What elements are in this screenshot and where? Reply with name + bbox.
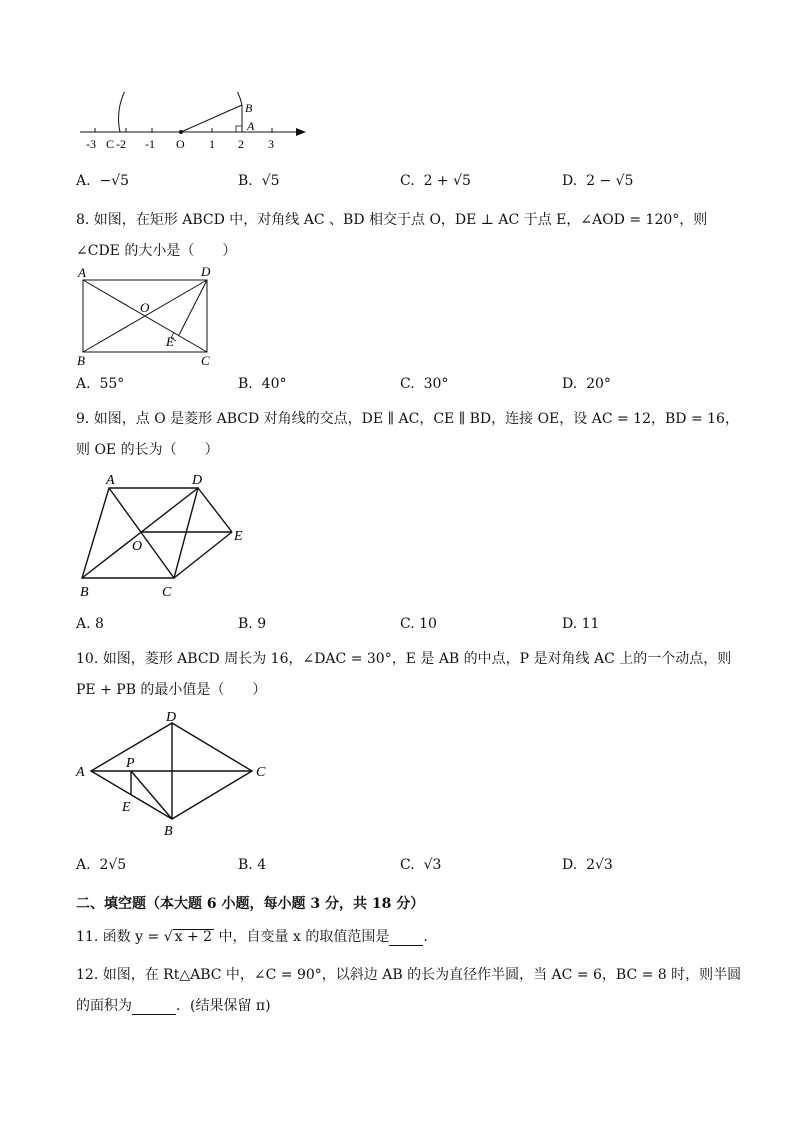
q10-stem-line1: 10. 如图，菱形 ABCD 周长为 16，∠DAC = 30°，E 是 AB 的中点，P 是对角线 AC 上的一个动点，则	[76, 651, 732, 667]
q10-rhombus-figure	[74, 705, 284, 845]
q7-option-c[interactable]: C. 2 + √5	[400, 173, 471, 189]
vertex-label-B: B	[77, 353, 85, 368]
q8-option-a[interactable]: A. 55°	[76, 376, 125, 392]
q8-option-d[interactable]: D. 20°	[562, 376, 611, 392]
q9-stem-line2: 则 OE 的长为（ ）	[76, 442, 219, 458]
vertex-label-C: C	[162, 585, 172, 600]
point-label-B: B	[245, 101, 253, 115]
q10-option-d[interactable]: D. 2√3	[562, 857, 613, 873]
q8-stem-line2: ∠CDE 的大小是（ ）	[76, 243, 237, 259]
vertex-label-D: D	[192, 473, 203, 488]
tick-label-2: 2	[238, 137, 244, 151]
semicircle-arc	[119, 92, 242, 132]
segment-DE	[198, 488, 232, 532]
point-label-E: E	[166, 334, 174, 349]
q9-option-c[interactable]: C. 10	[400, 616, 437, 632]
vertex-label-C: C	[201, 353, 210, 368]
q11-radicand: x + 2	[174, 929, 213, 945]
point-label-O: O	[132, 539, 143, 554]
right-angle-mark	[236, 126, 242, 132]
q9-option-a[interactable]: A. 8	[76, 616, 104, 632]
segment-PB	[131, 771, 172, 819]
q12-line2-suffix: ．(结果保留 π)	[176, 998, 271, 1014]
vertex-label-C: C	[256, 765, 266, 780]
vertex-label-A: A	[76, 765, 85, 780]
q11-end: .	[423, 929, 428, 945]
vertex-label-A: A	[78, 265, 86, 280]
segment-E-to-B	[131, 795, 172, 819]
tick-label-neg1: -1	[145, 137, 155, 151]
segment-CE	[174, 532, 232, 578]
point-label-A: A	[247, 119, 255, 133]
q11-suffix: 中，自变量 x 的取值范围是	[214, 929, 390, 945]
q12-stem-line1: 12. 如图，在 Rt△ABC 中，∠C = 90°，以斜边 AB 的长为直径作半圆，当 AC = 6，BC = 8 时，则半圆	[76, 967, 742, 983]
q11-answer-blank[interactable]	[389, 929, 423, 946]
vertex-label-B: B	[164, 824, 173, 839]
point-label-E: E	[234, 529, 243, 544]
q12-line2-prefix: 的面积为	[76, 998, 132, 1014]
vertex-label-D: D	[166, 710, 177, 725]
diagonal-BD	[82, 488, 198, 578]
q10-option-a[interactable]: A. 2√5	[76, 857, 127, 873]
vertex-label-A: A	[106, 473, 115, 488]
q12-answer-blank[interactable]	[132, 998, 176, 1015]
q10-option-b[interactable]: B. 4	[238, 857, 267, 873]
point-label-O: O	[176, 137, 185, 151]
q7-option-b[interactable]: B. √5	[238, 173, 280, 189]
segment-OB	[181, 105, 242, 132]
q11-prefix: 11. 函数 y =	[76, 929, 164, 945]
q7-option-d[interactable]: D. 2 − √5	[562, 173, 634, 189]
point-label-O: O	[140, 300, 150, 315]
q8-option-c[interactable]: C. 30°	[400, 376, 449, 392]
q8-stem-line1: 8. 如图，在矩形 ABCD 中，对角线 AC 、BD 相交于点 O，DE ⊥ AC 于点 E，∠AOD = 120°，则	[76, 212, 708, 228]
q11-stem	[76, 926, 428, 946]
q10-stem-line2: PE + PB 的最小值是（ ）	[76, 682, 267, 698]
q9-rhombus-figure	[74, 470, 254, 600]
vertex-label-B: B	[80, 585, 89, 600]
point-label-C: C	[106, 137, 115, 151]
axis-arrow	[296, 128, 306, 136]
q7-option-a[interactable]: A. −√5	[76, 173, 130, 189]
q7-number-line-figure	[74, 92, 314, 156]
vertex-label-D: D	[201, 264, 211, 279]
q8-rectangle-figure	[74, 264, 224, 368]
q9-stem-line1: 9. 如图，点 O 是菱形 ABCD 对角线的交点，DE ∥ AC，CE ∥ BD，连接 OE，设 AC = 12，BD = 16，	[76, 411, 739, 427]
q10-option-c[interactable]: C. √3	[400, 857, 442, 873]
sqrt-sign: √	[163, 929, 173, 945]
q9-option-b[interactable]: B. 9	[238, 616, 267, 632]
q9-option-d[interactable]: D. 11	[562, 616, 600, 632]
tick-label-3: 3	[268, 137, 274, 151]
tick-label-neg2: -2	[116, 137, 126, 151]
point-label-E: E	[122, 800, 131, 815]
q12-stem-line2	[76, 995, 271, 1015]
diagonal-AC	[109, 488, 174, 578]
tick-label-neg3: -3	[86, 137, 96, 151]
q8-option-b[interactable]: B. 40°	[238, 376, 287, 392]
origin-point	[179, 130, 183, 134]
section-2-heading: 二、填空题（本大题 6 小题，每小题 3 分，共 18 分）	[76, 896, 425, 912]
tick-label-1: 1	[209, 137, 215, 151]
point-label-P: P	[126, 756, 135, 771]
